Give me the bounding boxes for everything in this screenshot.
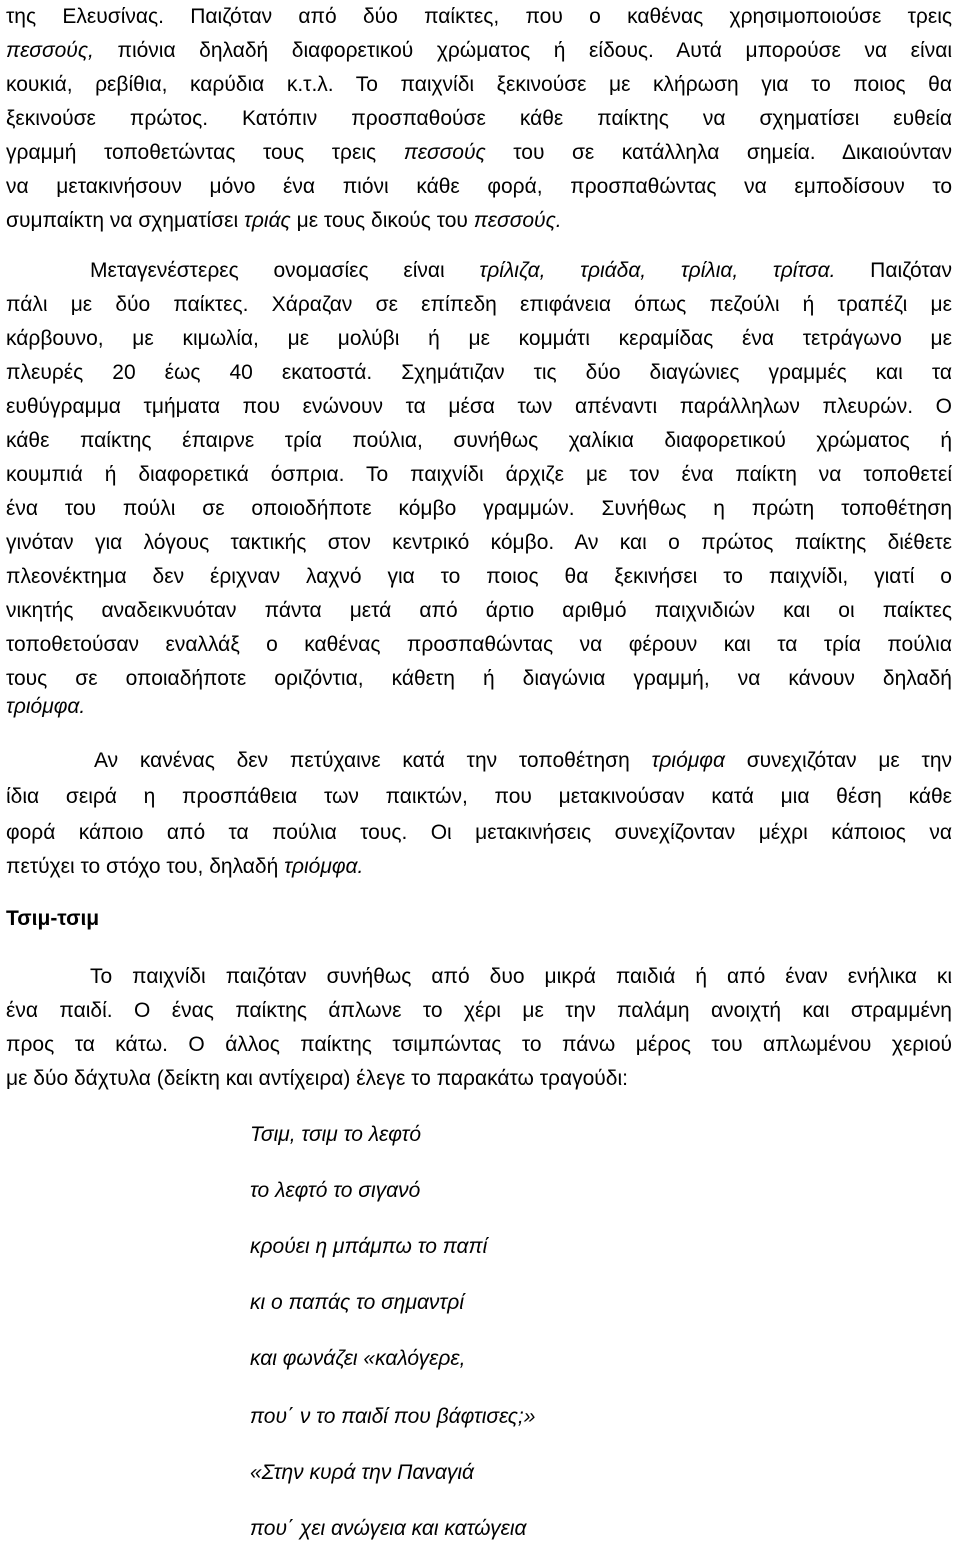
poem-line: «Στην κυρά την Παναγιά [250, 1461, 474, 1484]
text-line [6, 996, 952, 1026]
text-line [6, 70, 952, 100]
text-line [6, 2, 952, 32]
text-line [6, 782, 952, 812]
text-line [6, 104, 952, 134]
text-line [6, 392, 952, 422]
text-line [6, 36, 952, 66]
text-line [6, 460, 952, 490]
text-span: γραμμή τοποθετώντας τους τρεις [6, 141, 404, 164]
text-span: τοποθετούσαν εναλλάξ ο καθένας προσπαθώντας να φέρουν και τα τρία πούλια [6, 633, 952, 656]
poem-line: κι ο παπάς το σημαντρί [250, 1291, 464, 1314]
text-line [94, 746, 952, 776]
text-span: πλεονέκτημα δεν έριχναν λαχνό για το ποιος θα ξεκινήσει το παιχνίδι, γιατί ο [6, 565, 952, 588]
text-line [6, 1064, 952, 1094]
text-line [6, 818, 952, 848]
text-span: Παιζόταν [835, 259, 953, 282]
text-span-italic: τριόμφα [651, 749, 725, 772]
text-span: κάθε παίκτης έπαιρνε τρία πούλια, συνήθως χαλίκια διαφορετικού χρώματος ή [6, 429, 952, 452]
text-line [90, 256, 952, 286]
poem-line: το λεφτό το σιγανό [250, 1179, 421, 1202]
text-span: κουμπιά ή διαφορετικά όσπρια. Το παιχνίδι άρχιζε με τον ένα παίκτη να τοποθετεί [6, 463, 952, 486]
text-line [6, 358, 952, 388]
text-span: φορά κάποιο από τα πούλια τους. Οι μετακινήσεις συνεχίζονταν μέχρι κάποιος να [6, 821, 952, 844]
text-span: κουκιά, ρεβίθια, καρύδια κ.τ.λ. Το παιχνίδι ξεκινούσε με κλήρωση για το ποιος θα [6, 73, 952, 96]
text-span: νικητής αναδεικνυόταν πάντα μετά από άρτιο αριθμό παιχνιδιών και οι παίκτες [6, 599, 952, 622]
text-line [6, 138, 952, 168]
text-line [90, 962, 952, 992]
text-span: ένα παιδί. Ο ένας παίκτης άπλωνε το χέρι με την παλάμη ανοιχτή και στραμμένη [6, 999, 952, 1022]
text-line [6, 852, 952, 882]
poem-line: Τσιμ, τσιμ το λεφτό [250, 1123, 422, 1146]
text-span: πάλι με δύο παίκτες. Χάραζαν σε επίπεδη επιφάνεια όπως πεζούλι ή τραπέζι με [6, 293, 952, 316]
text-span: πετύχει το στόχο του, δηλαδή [6, 855, 285, 878]
text-span: ίδια σειρά η προσπάθεια των παικτών, που μετακινούσαν κατά μια θέση κάθε [6, 785, 952, 808]
poem-line: κρούει η μπάμπω το παπί [250, 1235, 488, 1258]
text-span: με δύο δάχτυλα (δείκτη και αντίχειρα) έλεγε το παρακάτω τραγούδι: [6, 1067, 628, 1090]
text-span-italic: πεσσούς [403, 141, 486, 164]
text-span: ένα του πούλι σε οποιοδήποτε κόμβο γραμμών. Συνήθως η πρώτη τοποθέτηση [6, 497, 952, 520]
text-span: της Ελευσίνας. Παιζόταν από δύο παίκτες, που ο καθένας χρησιμοποιούσε τρεις [6, 5, 952, 28]
text-line [6, 562, 952, 592]
text-span: Το παιχνίδι παιζόταν συνήθως από δυο μικρά παιδιά ή από έναν ενήλικα κι [90, 965, 952, 988]
text-line [6, 528, 952, 558]
section-heading: Τσιμ-τσιμ [6, 907, 100, 930]
text-span: τους σε οποιαδήποτε οριζόντια, κάθετη ή διαγώνια γραμμή, να κάνουν δηλαδή [6, 667, 952, 690]
text-line [6, 1030, 952, 1060]
text-span: να μετακινήσουν μόνο ένα πιόνι κάθε φορά, προσπαθώντας να εμποδίσουν το [6, 175, 952, 198]
text-span: κάρβουνο, με κιμωλία, με μολύβι ή με κομμάτι κεραμίδας ένα τετράγωνο με [6, 327, 952, 350]
text-line [6, 692, 952, 722]
poem-line: που΄ χει ανώγεια και κατώγεια [250, 1517, 527, 1540]
text-line [6, 172, 952, 202]
poem-line: που΄ ν το παιδί που βάφτισες;» [250, 1405, 536, 1428]
text-line [6, 596, 952, 626]
text-span: ευθύγραμμα τμήματα που ενώνουν τα μέσα των απέναντι παράλληλων πλευρών. Ο [6, 395, 952, 418]
text-line [6, 206, 952, 236]
text-span: συμπαίκτη να σχηματίσει [6, 209, 245, 232]
text-span-italic: πεσσούς. [473, 209, 562, 232]
text-span: με τους δικούς του [290, 209, 474, 232]
poem-line: και φωνάζει «καλόγερε, [250, 1347, 466, 1370]
text-span: Αν κανένας δεν πετύχαινε κατά την τοποθέτηση [94, 749, 652, 772]
text-span-italic: τριόμφα. [6, 695, 86, 718]
text-span: ξεκινούσε πρώτος. Κατόπιν προσπαθούσε κάθε παίκτης να σχηματίσει ευθεία [6, 107, 952, 130]
text-line [6, 630, 952, 660]
text-line [6, 664, 952, 694]
text-line [6, 426, 952, 456]
text-span: πλευρές 20 έως 40 εκατοστά. Σχημάτιζαν τις δύο διαγώνιες γραμμές και τα [6, 361, 952, 384]
text-span: προς τα κάτω. Ο άλλος παίκτης τσιμπώντας το πάνω μέρος του απλωμένου χεριού [6, 1033, 952, 1056]
text-span: Μεταγενέστερες ονομασίες είναι [90, 259, 480, 282]
text-line [6, 324, 952, 354]
text-line [6, 494, 952, 524]
text-span: συνεχιζόταν με την [724, 749, 952, 772]
text-span-italic: τριάς [244, 209, 291, 232]
text-span-italic: πεσσούς, [6, 39, 94, 62]
text-span: του σε κατάλληλα σημεία. Δικαιούνταν [485, 141, 953, 164]
text-span-italic: τριόμφα. [284, 855, 364, 878]
text-line [6, 290, 952, 320]
text-span: πιόνια δηλαδή διαφορετικού χρώματος ή είδους. Αυτά μπορούσε να είναι [93, 39, 952, 62]
text-span-italic: τρίλιζα, τριάδα, τρίλια, τρίτσα. [479, 259, 836, 282]
text-span: γινόταν για λόγους τακτικής στον κεντρικό κόμβο. Αν και ο πρώτος παίκτης διέθετε [6, 531, 952, 554]
